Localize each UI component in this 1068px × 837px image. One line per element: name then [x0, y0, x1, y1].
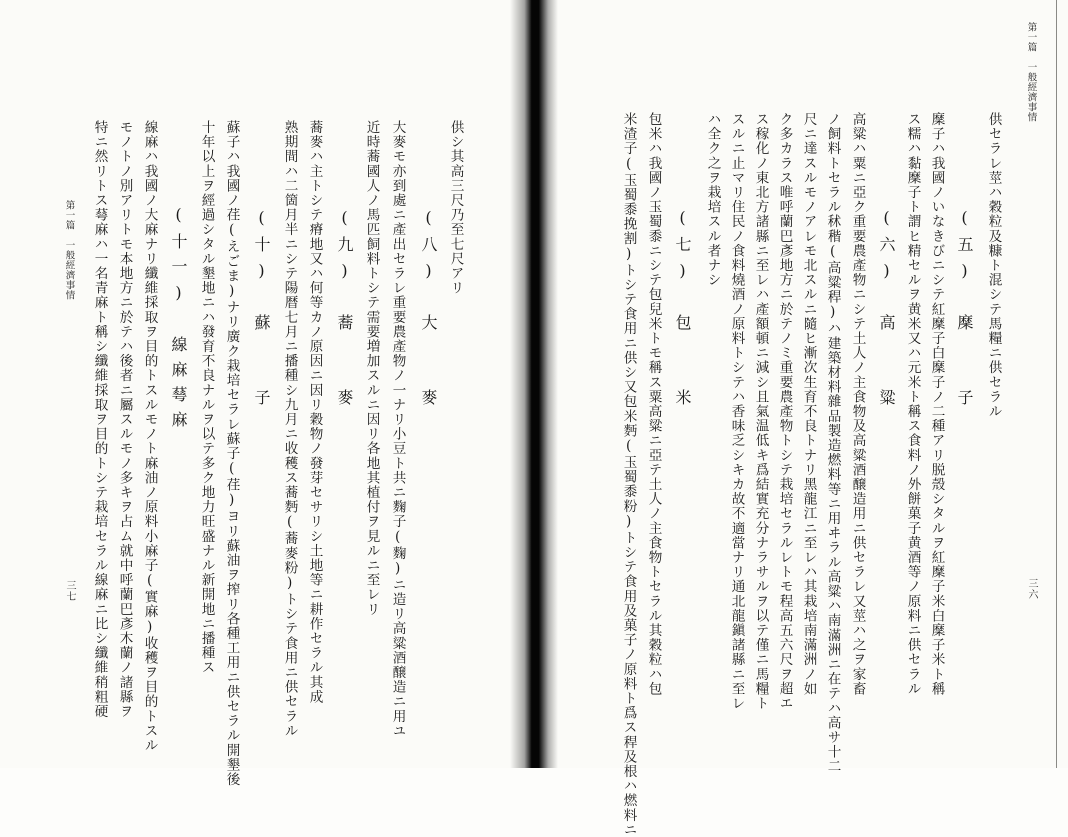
- section-heading: (九) 蕎 麥: [335, 208, 354, 414]
- page-number: 三六: [1026, 578, 1037, 600]
- section-heading: (八) 大 麥: [419, 208, 438, 414]
- text-column: 熟期間ハ二箇月半ニシテ陽暦七月ニ播種シ九月ニ收穫ス蕎麪(蕎麥粉)トシテ食用ニ供セラル: [281, 120, 298, 738]
- text-column: 供シ其高三尺乃至七尺アリ: [447, 120, 464, 296]
- section-heading: (五) 穈 子: [955, 208, 974, 414]
- running-head: 第一篇 一般經濟事情: [1025, 22, 1037, 122]
- section-heading: (六) 高 粱: [877, 208, 896, 414]
- text-column: 供セラレ莖ハ穀粒及糠ト混シテ馬糧ニ供セラル: [985, 112, 1002, 419]
- text-column: 米渣子(玉蜀黍挽割)トシテ食用ニ供シ又包米麪(玉蜀黍粉)トシテ食用及菓子ノ原料ト爲ス稈及根ハ燃料ニ: [620, 112, 637, 837]
- text-column: 十年以上ヲ經過シタル墾地ニハ發育不良ナルヲ以テ多ク地力旺盛ナル新開地ニ播種ス: [198, 120, 215, 675]
- section-heading: (十) 蘇 子: [252, 208, 271, 414]
- text-column: 穈子ハ我國ノいなきびニシテ紅穈子白穈子ノ二種アリ脱殼シタルヲ紅穈子米白穈子米ト稱: [928, 112, 945, 696]
- text-column: 尺ニ達スルモノアレモ北スルニ隨ヒ漸次生育不良トナリ黑龍江ニ至レハ其栽培南滿洲ノ如: [800, 112, 817, 696]
- page-edge-line: [1056, 0, 1057, 768]
- text-column: ノ飼料トセラル秫稭(高粱稈)ハ建築材料雜品製造燃料等ニ用ヰラル高粱ハ南滿洲ニ在テハ高サ十二: [824, 112, 841, 774]
- text-column: ス稼化ノ東北方諸縣ニ至レハ產額頓ニ減シ且氣温低キ爲結實充分ナラサルヲ以テ僅ニ馬糧ト: [752, 112, 769, 711]
- book-gutter: [510, 0, 558, 768]
- text-column: 線麻ハ我國ノ大麻ナリ纖維採取ヲ目的トスルモノト麻油ノ原料小麻子(實麻)收穫ヲ目的トスル: [141, 120, 158, 753]
- running-head: 第一篇 一般經濟事情: [63, 200, 75, 300]
- text-column: 大麥モ亦到處ニ產出セラレ重要農產物ノ一ナリ小豆ト共ニ麴子(麴)ニ造リ高粱酒醸造ニ用ユ: [389, 120, 406, 738]
- text-column: モノトノ別アリトモ本地方ニ於テハ後者ニ屬スルモノ多キヲ占ム就中呼蘭巴彥木蘭ノ諸縣ヲ: [116, 120, 133, 719]
- text-column: 包米ハ我國ノ玉蜀黍ニシテ包兒米トモ稱ス粟高粱ニ亞テ土人ノ主食物トセラル其穀粒ハ包: [645, 112, 662, 696]
- text-column: 蕎麥ハ主トシテ瘠地又ハ何等カノ原因ニ因リ穀物ノ發芽セサリシ土地等ニ耕作セラル其成: [306, 120, 323, 704]
- section-heading: (十一) 線麻䔢麻: [169, 205, 188, 436]
- page-number: 三七: [64, 580, 75, 602]
- text-column: 高粱ハ粟ニ亞ク重要農產物ニシテ土人ノ主食物及高粱酒醸造用ニ供セラレ又莖ハ之ヲ家畜: [849, 112, 866, 696]
- text-column: ク多カラス唯呼蘭巴彥地方ニ於テノミ重要農產物トシテ栽培セラルレトモ程高五六尺ヲ超エ: [776, 112, 793, 711]
- text-column: スルニ止マリ住民ノ食料燒酒ノ原料トシテハ香味乏シキカ故不適當ナリ通北龍鎭諸縣ニ至レ: [728, 112, 745, 711]
- right-page: [548, 0, 1068, 837]
- text-column: 蘇子ハ我國ノ荏(えごま)ナリ廣ク栽培セラレ蘇子(荏)ヨリ蘇油ヲ搾リ各種工用ニ供セラル開墾後: [223, 120, 240, 787]
- text-column: 近時蕎國人ノ馬匹飼料トシテ需要増加スルニ因リ各地其植付ヲ見ルニ至レリ: [363, 120, 380, 617]
- section-heading: (七) 包 米: [673, 208, 692, 414]
- text-column: 特ニ然リトス䔢麻ハ一名青麻ト稱シ纖維採取ヲ目的トシテ栽培セラル線麻ニ比シ纖維稍粗硬: [91, 120, 108, 719]
- text-column: ハ全ク之ヲ栽培スル者ナシ: [704, 112, 721, 288]
- left-page: [0, 0, 528, 787]
- text-column: ス糯ハ黏穈子ト謂ヒ精セルヲ黄米又ハ元米ト稱ス食料ノ外餅菓子黄酒等ノ原料ニ供セラル: [904, 112, 921, 696]
